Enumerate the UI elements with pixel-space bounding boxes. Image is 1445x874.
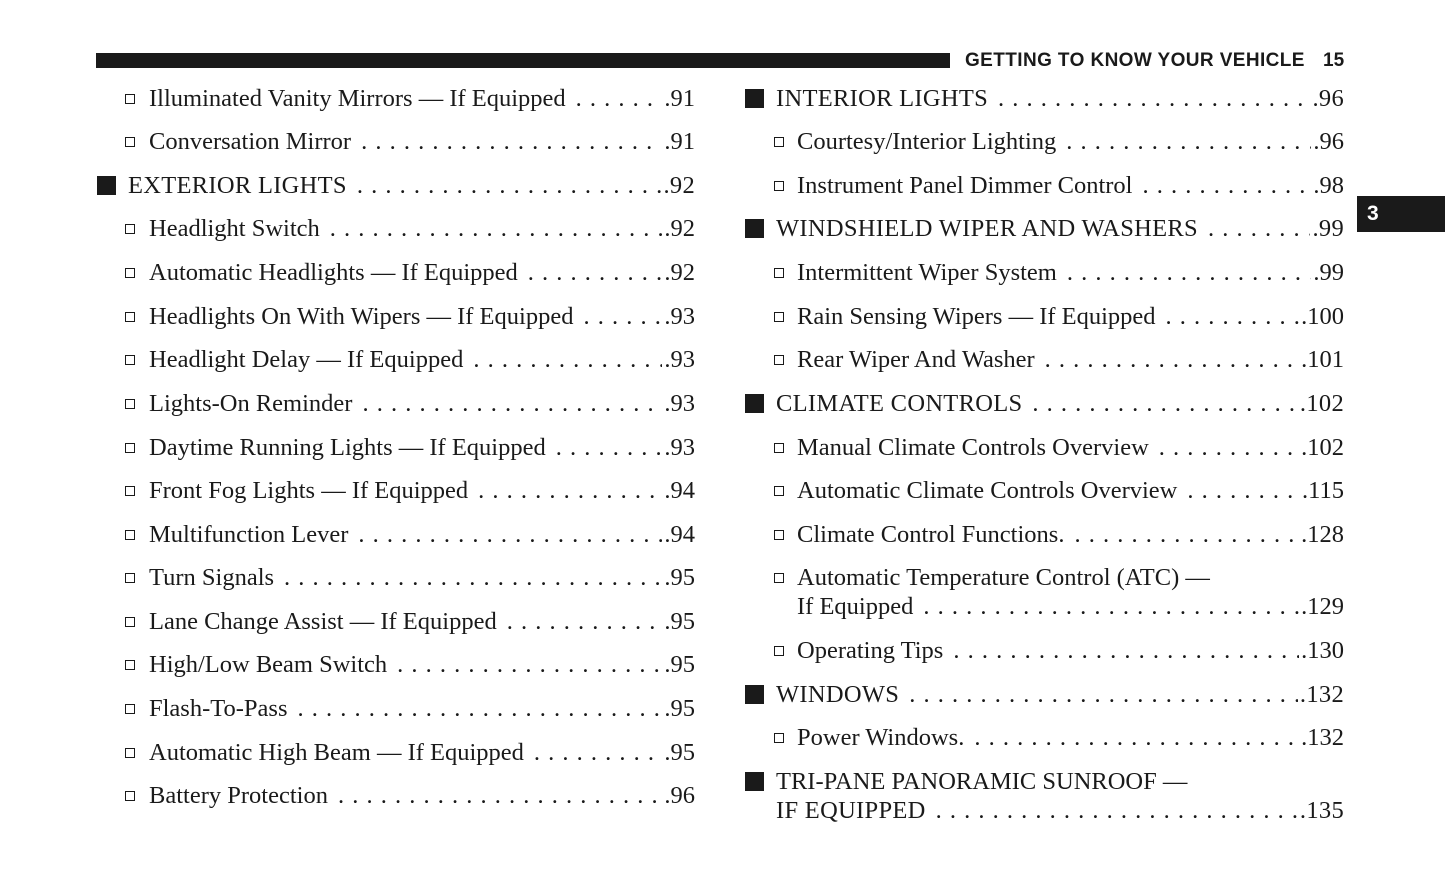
dot-leader xyxy=(1208,214,1311,243)
section-bullet-icon xyxy=(745,772,764,791)
toc-entry-page: .102 xyxy=(1301,434,1344,461)
toc-entry-title: CLIMATE CONTROLS xyxy=(776,390,1023,417)
toc-subsection-entry[interactable] xyxy=(797,345,1344,374)
toc-section-entry[interactable] xyxy=(776,84,1344,113)
toc-entry-page: .95 xyxy=(664,695,695,722)
toc-entry-page: .129 xyxy=(1301,593,1344,620)
toc-entry-title: WINDOWS xyxy=(776,681,900,708)
toc-entry-title: Headlight Switch xyxy=(149,215,320,242)
toc-entry-page: .95 xyxy=(664,739,695,766)
subsection-bullet-icon xyxy=(774,268,784,278)
toc-entry-page: .93 xyxy=(664,390,695,417)
toc-subsection-entry[interactable] xyxy=(797,302,1344,331)
toc-entry-page: .99 xyxy=(1313,259,1344,286)
toc-entry-page: .96 xyxy=(1312,85,1344,112)
toc-entry-title: Illuminated Vanity Mirrors — If Equipped xyxy=(149,85,566,112)
subsection-bullet-icon xyxy=(774,733,784,743)
toc-entry-title: Automatic High Beam — If Equipped xyxy=(149,739,524,766)
toc-entry-page: .94 xyxy=(664,477,695,504)
toc-entry-title: INTERIOR LIGHTS xyxy=(776,85,989,112)
toc-entry-title: Battery Protection xyxy=(149,782,328,809)
dot-leader xyxy=(1166,302,1300,331)
toc-entry-title: Multifunction Lever xyxy=(149,521,349,548)
dot-leader xyxy=(974,723,1299,752)
toc-subsection-entry[interactable] xyxy=(797,258,1344,287)
toc-entry-title: Automatic Headlights — If Equipped xyxy=(149,259,518,286)
section-bullet-icon xyxy=(745,685,764,704)
toc-entry-page: .96 xyxy=(664,782,695,809)
subsection-bullet-icon xyxy=(774,137,784,147)
toc-entry-title: Rain Sensing Wipers — If Equipped xyxy=(797,303,1156,330)
toc-entry-page: .91 xyxy=(664,128,695,155)
subsection-bullet-icon xyxy=(774,312,784,322)
chapter-tab[interactable]: 3 xyxy=(1357,196,1445,232)
subsection-bullet-icon xyxy=(774,443,784,453)
toc-entry-title: Conversation Mirror xyxy=(149,128,352,155)
toc-entry-page: .95 xyxy=(664,651,695,678)
toc-entry-page: .99 xyxy=(1312,215,1344,242)
toc-subsection-entry[interactable] xyxy=(797,520,1344,549)
dot-leader xyxy=(936,796,1298,825)
toc-entry-page: .95 xyxy=(664,564,695,591)
toc-section-entry[interactable] xyxy=(776,214,1344,243)
toc-section-entry[interactable] xyxy=(776,389,1344,418)
subsection-bullet-icon xyxy=(774,573,784,583)
toc-entry-title: Headlights On With Wipers — If Equipped xyxy=(149,303,574,330)
dot-leader xyxy=(1159,433,1299,462)
section-bullet-icon xyxy=(745,89,764,108)
toc-entry-title: Courtesy/Interior Lighting xyxy=(797,128,1057,155)
dot-leader xyxy=(1142,171,1311,200)
toc-subsection-entry[interactable] xyxy=(797,433,1344,462)
toc-subsection-entry[interactable] xyxy=(797,723,1344,752)
toc-entry-page: .102 xyxy=(1299,390,1344,417)
toc-entry-page: .92 xyxy=(663,172,695,199)
dot-leader xyxy=(909,680,1298,709)
toc-entry-page: .135 xyxy=(1299,797,1344,824)
toc-subsection-entry[interactable] xyxy=(797,171,1344,200)
toc-entry-page: .98 xyxy=(1313,172,1344,199)
subsection-bullet-icon xyxy=(774,646,784,656)
toc-entry-title: Rear Wiper And Washer xyxy=(797,346,1035,373)
toc-entry-page: .132 xyxy=(1299,681,1344,708)
toc-entry-title: Daytime Running Lights — If Equipped xyxy=(149,434,546,461)
toc-entry-title: Instrument Panel Dimmer Control xyxy=(797,172,1133,199)
toc-entry-page: .93 xyxy=(664,346,695,373)
dot-leader xyxy=(1074,520,1299,549)
toc-entry-title: Operating Tips xyxy=(797,637,944,664)
toc-subsection-entry[interactable] xyxy=(797,127,1344,156)
toc-section-entry[interactable] xyxy=(776,680,1344,709)
running-header-title: GETTING TO KNOW YOUR VEHICLE xyxy=(965,50,1305,71)
toc-entry-title-line1[interactable]: TRI-PANE PANORAMIC SUNROOF — xyxy=(776,768,1188,795)
toc-entry-title: IF EQUIPPED xyxy=(776,797,926,824)
toc-entry-page: .91 xyxy=(664,85,695,112)
toc-entry-page: .92 xyxy=(664,215,695,242)
toc-entry-title: High/Low Beam Switch xyxy=(149,651,388,678)
toc-entry-title: WINDSHIELD WIPER AND WASHERS xyxy=(776,215,1198,242)
toc-entry-title: Lane Change Assist — If Equipped xyxy=(149,608,497,635)
toc-entry-page: .100 xyxy=(1301,303,1344,330)
toc-entry-page: .93 xyxy=(664,434,695,461)
toc-entry-title: Power Windows. xyxy=(797,724,965,751)
toc-entry-title: Front Fog Lights — If Equipped xyxy=(149,477,469,504)
page-number: 15 xyxy=(1323,50,1345,71)
dot-leader xyxy=(1066,127,1311,156)
toc-entry-title: Turn Signals xyxy=(149,564,275,591)
toc-entry-title: Intermittent Wiper System xyxy=(797,259,1057,286)
toc-entry-title-line1[interactable]: Automatic Temperature Control (ATC) — xyxy=(797,564,1210,591)
toc-entry-title: Headlight Delay — If Equipped xyxy=(149,346,464,373)
toc-entry-page: .95 xyxy=(664,608,695,635)
section-bullet-icon xyxy=(745,219,764,238)
dot-leader xyxy=(953,636,1299,665)
toc-entry-page: .96 xyxy=(1313,128,1344,155)
toc-entry-title: Manual Climate Controls Overview xyxy=(797,434,1149,461)
toc-section-entry[interactable] xyxy=(776,796,1344,825)
toc-entry-title: EXTERIOR LIGHTS xyxy=(128,172,347,199)
dot-leader xyxy=(998,84,1310,113)
toc-entry-page: .130 xyxy=(1301,637,1344,664)
subsection-bullet-icon xyxy=(774,181,784,191)
dot-leader xyxy=(1045,345,1299,374)
dot-leader xyxy=(1067,258,1312,287)
toc-entry-title: If Equipped xyxy=(797,593,914,620)
subsection-bullet-icon xyxy=(774,355,784,365)
toc-entry-page: .132 xyxy=(1301,724,1344,751)
toc-entry-page: .93 xyxy=(664,303,695,330)
toc-entry-title: Flash-To-Pass xyxy=(149,695,288,722)
toc-entry-title: Lights-On Reminder xyxy=(149,390,353,417)
toc-entry-page: .101 xyxy=(1301,346,1344,373)
subsection-bullet-icon xyxy=(774,486,784,496)
toc-subsection-entry[interactable] xyxy=(797,636,1344,665)
dot-leader xyxy=(1187,476,1300,505)
toc-entry-title: Climate Control Functions. xyxy=(797,521,1065,548)
toc-subsection-entry[interactable] xyxy=(797,592,1344,621)
dot-leader xyxy=(923,592,1299,621)
toc-entry-title: Automatic Climate Controls Overview xyxy=(797,477,1178,504)
toc-entry-page: .92 xyxy=(664,259,695,286)
toc-subsection-entry[interactable] xyxy=(797,476,1344,505)
toc-entry-page: .115 xyxy=(1302,477,1344,504)
toc-entry-page: .128 xyxy=(1301,521,1344,548)
subsection-bullet-icon xyxy=(774,530,784,540)
toc-entry-page: .94 xyxy=(664,521,695,548)
dot-leader xyxy=(1032,389,1298,418)
section-bullet-icon xyxy=(745,394,764,413)
